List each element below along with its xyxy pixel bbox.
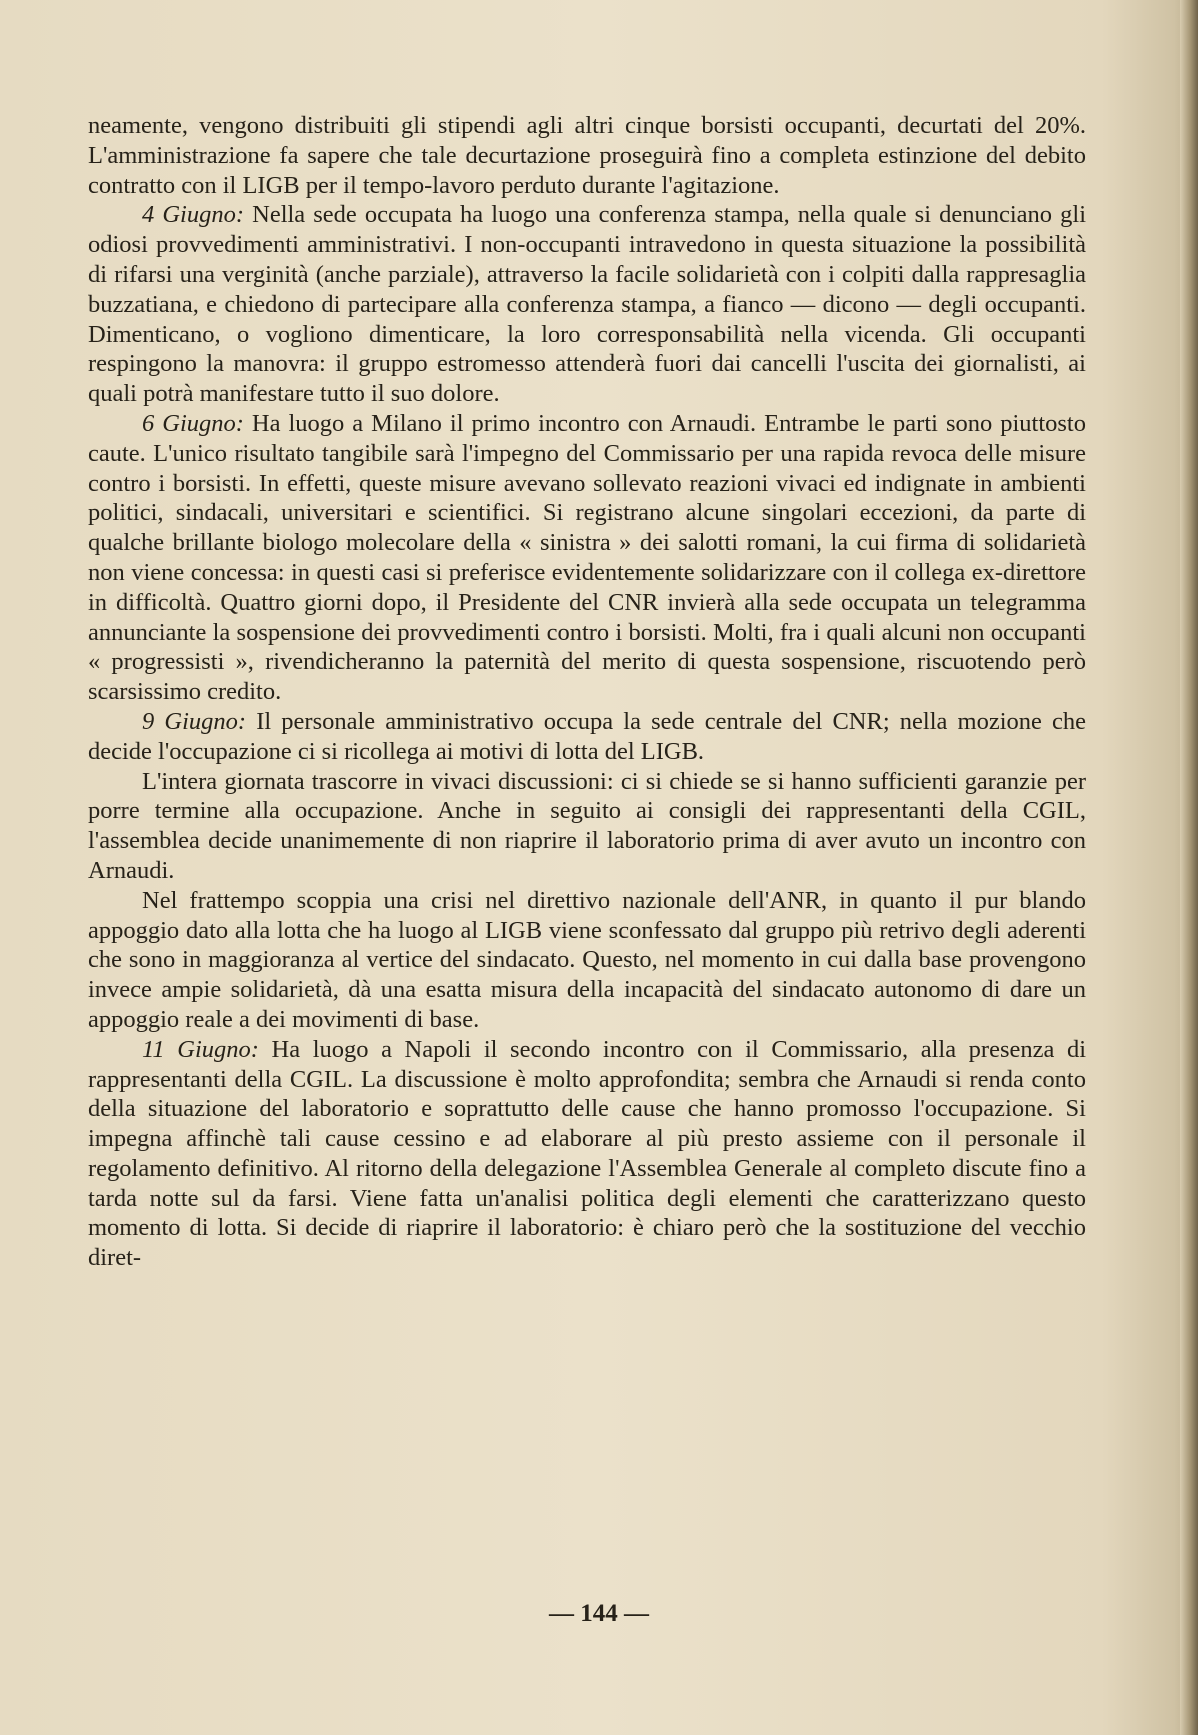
paragraph-intera-giornata — [88, 767, 1086, 886]
page-edge — [1180, 0, 1198, 1735]
date-label: 11 Giugno: — [142, 1035, 259, 1063]
paragraph-text: Ha luogo a Napoli il secondo incontro con il Commissario, alla presenza di rappresentanti della CGIL. La discussione è molto approfondita; sembra che Arnaudi si renda conto della situazione del laboratorio e soprattutto delle cause che hanno promosso l'occupazione. Si impegna affinchè tali cause cessino e ad elaborare al più presto assieme con il personale il regolamento definitivo. Al ritorno della delegazione l'Assemblea Generale al completo discute fino a tarda notte sul da farsi. Viene fatta un'analisi politica degli elementi che caratterizzano questo momento di lotta. Si decide di riaprire il laboratorio: è chiaro però che la sostituzione del vecchio diret- — [88, 1035, 1086, 1272]
paragraph-text: Nella sede occupata ha luogo una conferenza stampa, nella quale si denunciano gli odiosi provvedimenti amministrativi. I non-occupanti intravedono in questa situazione la possibilità di rifarsi una verginità (anche parziale), attraverso la facile solidarietà con i colpiti dalla rappresaglia buzzatiana, e chiedono di partecipare alla conferenza stampa, a fianco — dicono — degli occupanti. Dimenticano, o vogliono dimenticare, la loro corresponsabilità nella vicenda. Gli occupanti respingono la manovra: il gruppo estromesso attenderà fuori dai cancelli l'uscita dei giornalisti, ai quali potrà manifestare tutto il suo dolore. — [88, 201, 1087, 408]
paragraph-6-giugno — [88, 409, 1086, 707]
body-text — [88, 111, 1086, 1273]
paragraph-4-giugno — [88, 200, 1086, 409]
paragraph-text: L'intera giornata trascorre in vivaci discussioni: ci si chiede se si hanno sufficienti garanzie per porre termine alla occupazione. Anche in seguito ai consigli dei rappresentanti della CGIL, l'assemblea decide unanimemente di non riaprire il laboratorio prima di aver avuto un incontro con Arnaudi. — [88, 767, 1086, 884]
page-number: — 144 — — [549, 1600, 649, 1627]
paragraph-continuation — [88, 111, 1086, 200]
paragraph-11-giugno — [88, 1035, 1086, 1273]
paragraph-frattempo — [88, 886, 1086, 1035]
paragraph-9-giugno — [88, 707, 1086, 767]
date-label: 9 Giugno: — [142, 707, 247, 735]
date-label: 6 Giugno: — [142, 409, 244, 437]
paragraph-text: Ha luogo a Milano il primo incontro con Arnaudi. Entrambe le parti sono piuttosto caute. L'unico risultato tangibile sarà l'impegno del Commissario per una rapida revoca delle misure contro i borsisti. In effetti, queste misure avevano sollevato reazioni vivaci ed indignate in ambienti politici, sindacali, universitari e scientifici. Si registrano alcune singolari eccezioni, da parte di qualche brillante biologo molecolare della « sinistra » dei salotti romani, la cui firma di solidarietà non viene concessa: in questi casi si preferisce evidentemente solidarizzare con il collega ex-direttore in difficoltà. Quattro giorni dopo, il Presidente del CNR invierà alla sede occupata un telegramma annunciante la sospensione dei provvedimenti contro i borsisti. Molti, fra i quali alcuni non occupanti « progressisti », rivendicheranno la paternità del merito di questa sospensione, riscuotendo però scarsissimo credito. — [88, 409, 1086, 706]
paragraph-text: neamente, vengono distribuiti gli stipendi agli altri cinque borsisti occupanti, decurtati del 20%. L'amministrazione fa sapere che tale decurtazione proseguirà fino a completa estinzione del debito contratto con il LIGB per il tempo-lavoro perduto durante l'agitazione. — [88, 112, 1086, 199]
date-label: 4 Giugno: — [142, 201, 245, 229]
paragraph-text: Il personale amministrativo occupa la sede centrale del CNR; nella mozione che decide l'occupazione ci si ricollega ai motivi di lotta del LIGB. — [88, 707, 1087, 765]
paragraph-text: Nel frattempo scoppia una crisi nel direttivo nazionale dell'ANR, in quanto il pur blando appoggio dato alla lotta che ha luogo al LIGB viene sconfessato dal gruppo più retrivo degli aderenti che sono in maggioranza al vertice del sindacato. Questo, nel momento in cui dalla base provengono invece ampie solidarietà, dà una esatta misura della incapacità del sindacato autonomo di dare un appoggio reale a dei movimenti di base. — [88, 886, 1086, 1033]
